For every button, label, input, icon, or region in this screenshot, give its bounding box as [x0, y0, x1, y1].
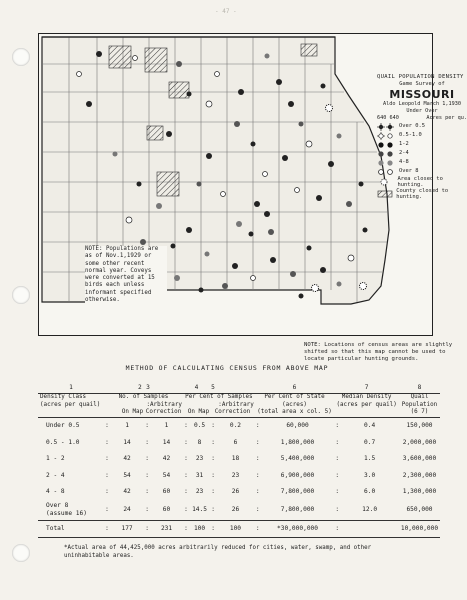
legend-label: 4-8 [399, 159, 409, 165]
sun-star-icon [377, 123, 395, 131]
punch-hole [12, 286, 30, 304]
legend-item [377, 149, 467, 158]
footnote: *Actual area of 44,425,000 acres arbitrarily reduced for cities, water, swamp, and other uninhabitable areas. [64, 545, 372, 559]
header-acres: (acres) [282, 401, 307, 408]
legend-item [377, 140, 467, 149]
legend-author-date: Aldo Leopold March 1,1930 [382, 101, 462, 107]
header-correction: Correction [145, 409, 182, 415]
density-class-label: Over 8 [46, 502, 69, 510]
table-row: 0.5 - 1.0 : 14 : 14 : 8 : 6 : 1,800,000 : 0.7 2,000,000 [46, 438, 437, 446]
legend-item [377, 158, 467, 167]
col-number: 2 [138, 384, 142, 391]
col-number: 5 [211, 384, 215, 391]
total-row: Total : 177 : 231 : 100 : 100 : *30,000,000 : 10,000,000 [46, 525, 439, 533]
table-row: 4 - 8 : 42 : 60 : 23 : 26 : 7,800,000 : 6.0 1,300,000 [46, 488, 437, 496]
legend-header-columns: 640 640 [377, 115, 399, 121]
punch-hole [12, 544, 30, 562]
header-row [38, 402, 440, 410]
header-population: Population [401, 401, 438, 408]
legend-item [377, 122, 467, 131]
header-total-area: (total area x col. 5) [257, 409, 332, 415]
legend-label: Over 0.5 [399, 123, 425, 129]
map-note-locations: NOTE: Locations of census areas are slightly shifted so that this map cannot be used to locate particular hunting grounds. [304, 342, 453, 362]
header-on-map: On Map [121, 409, 144, 415]
col-number: 7 [364, 384, 369, 391]
black-dot-icon [377, 141, 395, 149]
col-number: 8 [417, 384, 422, 391]
table-row: 1 - 2 : 42 : 42 : 23 : 18 : 5,400,000 : 1.5 3,600,000 [46, 455, 437, 463]
table-row: 2 - 4 : 54 : 54 : 31 : 23 : 6,900,000 : 3.0 2,300,000 [46, 471, 437, 479]
missouri-map [38, 33, 467, 362]
table-row: Under 0.5 : 1 : 1 : 0.5 : 0.2 : 60,000 : 0.4 150,000 [46, 422, 433, 430]
legend-header-unit: Acres per qu. [426, 115, 467, 121]
header-on-map: On Map [187, 409, 210, 415]
header-col-product: (6 7) [410, 409, 429, 415]
header-no-samples: No. of Samples [118, 394, 169, 400]
header-row [38, 409, 440, 417]
hatched-box-icon [377, 190, 395, 198]
legend-label: Over 8 [399, 168, 419, 174]
legend-header-under-over: Under Over [406, 108, 438, 114]
legend-subtitle: Game Survey of [399, 81, 445, 87]
legend-label: County closed to hunting. [396, 188, 449, 200]
legend-item [377, 176, 467, 188]
legend-label: 2-4 [399, 150, 409, 156]
dark-gray-dot-icon [377, 150, 395, 158]
column-numbers-row [38, 384, 440, 394]
map-note-populations: NOTE: Populations are as of Nov.1,1929 or some other recent normal year. Coveys were converted at 15 birds each unless informant specified otherwise. [85, 246, 167, 304]
header-per-cent-samples: Per Cent of Samples [185, 394, 253, 400]
header-quail: Quail [410, 394, 429, 400]
legend-item [377, 167, 467, 176]
density-class-note: (assume 16) [46, 509, 87, 517]
header-acres-per-quail: (acres per quail) [40, 401, 101, 408]
gray-dot-icon [377, 159, 395, 167]
header-correction: Correction [214, 409, 251, 415]
header-arbitrary: :Arbitrary [146, 401, 182, 408]
header-median-density: Median Density [341, 394, 392, 400]
page-number: - 47 - [215, 8, 237, 15]
legend-item [377, 131, 467, 140]
header-arbitrary: :Arbitrary [218, 401, 254, 408]
header-acres-per-quail-median: (acres per quail) [336, 401, 397, 408]
open-star-icon [377, 132, 395, 140]
legend-label: 1-2 [399, 141, 409, 147]
legend-state: MISSOURI [389, 88, 455, 101]
col-number: 1 [69, 384, 73, 391]
legend-item [377, 188, 467, 200]
header-density-class: Density Class [40, 394, 87, 400]
legend-label: Area closed to hunting. [397, 176, 443, 188]
table-row: Over 8 (assume 16) : 24 : 60 : 14.5 : 26 : 7,800,000 : 12.0 650,000 [46, 502, 433, 517]
open-dot-icon [377, 168, 395, 176]
legend-label: 0.5-1.0 [399, 132, 422, 138]
map-legend [377, 74, 467, 200]
header-per-cent-state: Per Cent of State [264, 394, 325, 400]
table-title: METHOD OF CALCULATING CENSUS FROM ABOVE MAP [125, 364, 329, 372]
col-number: 4 [194, 384, 199, 391]
header-row [38, 394, 440, 402]
punch-hole [12, 48, 30, 66]
census-table [38, 384, 440, 538]
legend-title: QUAIL POPULATION DENSITY [377, 74, 464, 80]
col-number: 6 [292, 384, 297, 391]
dashed-circle-icon [377, 178, 395, 186]
col-number: 3 [146, 384, 150, 391]
